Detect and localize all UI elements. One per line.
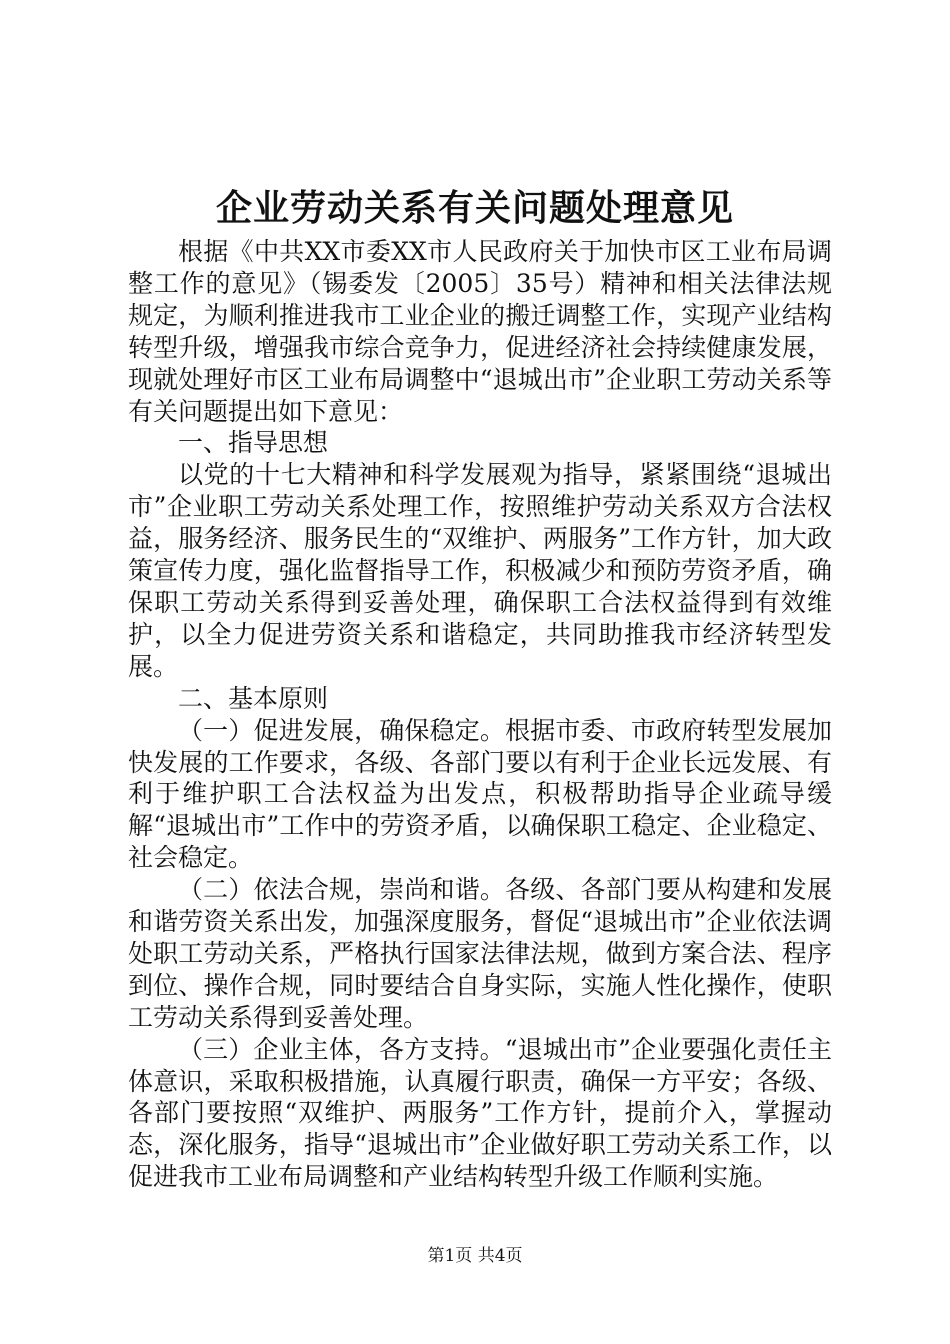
intro-paragraph: 根据《中共XX市委XX市人民政府关于加快市区工业布局调整工作的意见》（锡委发〔2005〕35号）精神和相关法律法规规定，为顺利推进我市工业企业的搬迁调整工作，实现产业结构转型升级，增强我市综合竞争力，促进经济社会持续健康发展，现就处理好市区工业布局调整中“退城出市”企业职工劳动关系等有关问题提出如下意见：: [128, 237, 832, 426]
principle-two-paragraph: （二）依法合规，崇尚和谐。各级、各部门要从构建和发展和谐劳资关系出发，加强深度服务，督促“退城出市”企业依法调处职工劳动关系，严格执行国家法律法规，做到方案合法、程序到位、操作合规，同时要结合自身实际，实施人性化操作，使职工劳动关系得到妥善处理。: [128, 875, 832, 1032]
page-number-footer: 第1页 共4页: [427, 1246, 523, 1266]
section-heading-basic-principles: 二、基本原则: [178, 683, 329, 713]
guiding-ideology-paragraph: 以党的十七大精神和科学发展观为指导，紧紧围绕“退城出市”企业职工劳动关系处理工作，按照维护劳动关系双方合法权益，服务经济、服务民生的“双维护、两服务”工作方针，加大政策宣传力度，强化监督指导工作，积极减少和预防劳资矛盾，确保职工劳动关系得到妥善处理，确保职工合法权益得到有效维护，以全力促进劳资关系和谐稳定，共同助推我市经济转型发展。: [128, 460, 832, 681]
principle-three-paragraph: （三）企业主体，各方支持。“退城出市”企业要强化责任主体意识，采取积极措施，认真履行职责，确保一方平安；各级、各部门要按照“双维护、两服务”工作方针，提前介入，掌握动态，深化服务，指导“退城出市”企业做好职工劳动关系工作，以促进我市工业布局调整和产业结构转型升级工作顺利实施。: [128, 1034, 832, 1192]
principle-one-paragraph: （一）促进发展，确保稳定。根据市委、市政府转型发展加快发展的工作要求，各级、各部门要以有利于企业长远发展、有利于维护职工合法权益为出发点，积极帮助指导企业疏导缓解“退城出市”工作中的劳资矛盾，以确保职工稳定、企业稳定、社会稳定。: [128, 715, 832, 873]
document-title: 企业劳动关系有关问题处理意见: [215, 187, 734, 229]
document-body: [128, 236, 832, 1193]
section-heading-guiding-ideology: 一、指导思想: [178, 428, 329, 458]
